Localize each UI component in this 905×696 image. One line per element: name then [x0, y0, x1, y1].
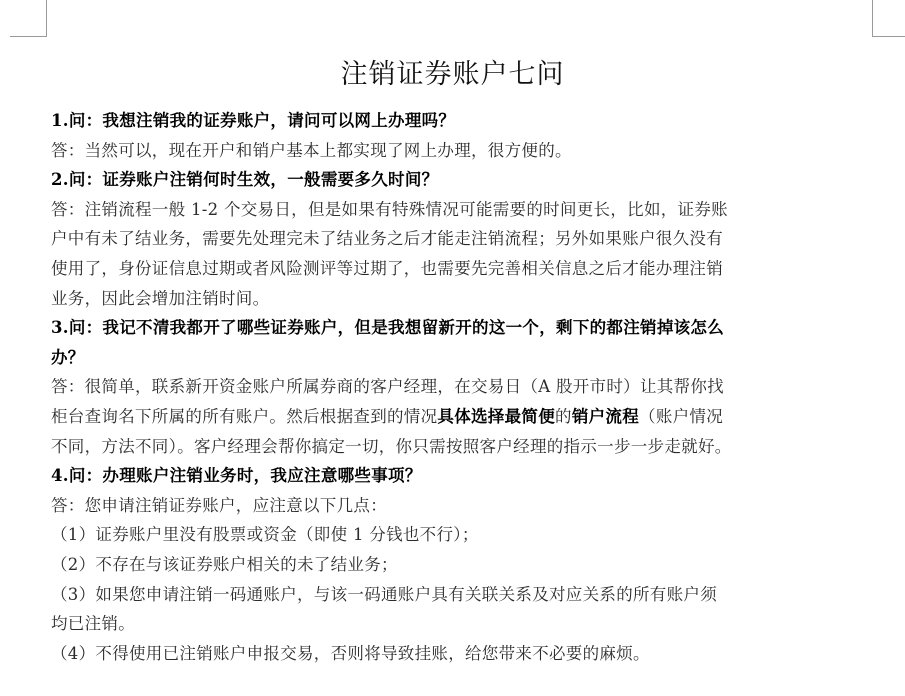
page-corner-mark-right [872, 0, 905, 37]
answer-3-line: 不同，方法不同）。客户经理会帮你搞定一切，你只需按照客户经理的指示一步一步走就好。 [51, 436, 732, 456]
answer-3-emphasis: 销户流程 [571, 406, 640, 426]
answer-4-line: 答：您申请注销证券账户，应注意以下几点： [51, 495, 387, 515]
answer-1-line: 答：当然可以，现在开户和销户基本上都实现了网上办理，很方便的。 [51, 140, 572, 160]
answer-4-item: （4）不得使用已注销账户申报交易，否则将导致挂账，给您带来不必要的麻烦。 [51, 643, 650, 663]
answer-3-text: 柜台查询名下所属的所有账户。然后根据查到的情况 [51, 406, 438, 426]
answer-2-line: 使用了，身份证信息过期或者风险测评等过期了，也需要先完善相关信息之后才能办理注销 [51, 258, 723, 278]
answer-4-item: （2）不存在与该证券账户相关的未了结业务； [51, 554, 398, 574]
answer-3-text: （账户情况 [639, 406, 724, 426]
question-4: 4.问：办理账户注销业务时，我应注意哪些事项？ [51, 466, 422, 486]
question-2: 2.问：证券账户注销何时生效，一般需要多久时间？ [51, 170, 439, 190]
answer-3-text: 的 [555, 406, 572, 426]
question-1: 1.问：我想注销我的证券账户，请问可以网上办理吗？ [51, 111, 456, 130]
page-corner-mark-left [10, 0, 47, 37]
answer-2-line: 答：注销流程一般 1-2 个交易日，但是如果有特殊情况可能需要的时间更长，比如，证券账 [51, 199, 728, 219]
document-body [51, 106, 886, 668]
answer-3-line [51, 402, 886, 432]
answer-3-line: 答：很简单，联系新开资金账户所属券商的客户经理，在交易日（A 股开市时）让其帮你找 [51, 377, 724, 397]
answer-2-line: 户中有未了结业务，需要先处理完未了结业务之后才能走注销流程；另外如果账户很久没有 [51, 229, 723, 249]
document-title: 注销证券账户七问 [340, 59, 565, 90]
answer-4-item: （1）证券账户里没有股票或资金（即使 1 分钱也不行）； [51, 525, 479, 545]
answer-2-line: 业务，因此会增加注销时间。 [51, 288, 270, 308]
question-3-line: 3.问：我记不清我都开了哪些证券账户，但是我想留新开的这一个，剩下的都注销掉该怎么 [51, 318, 725, 338]
answer-3-emphasis: 具体选择最简便 [437, 406, 556, 426]
answer-4-item: （3）如果您申请注销一码通账户，与该一码通账户具有关联关系及对应关系的所有账户须 [51, 584, 717, 604]
answer-4-item: 均已注销。 [51, 614, 135, 634]
question-3-line: 办？ [51, 347, 85, 367]
